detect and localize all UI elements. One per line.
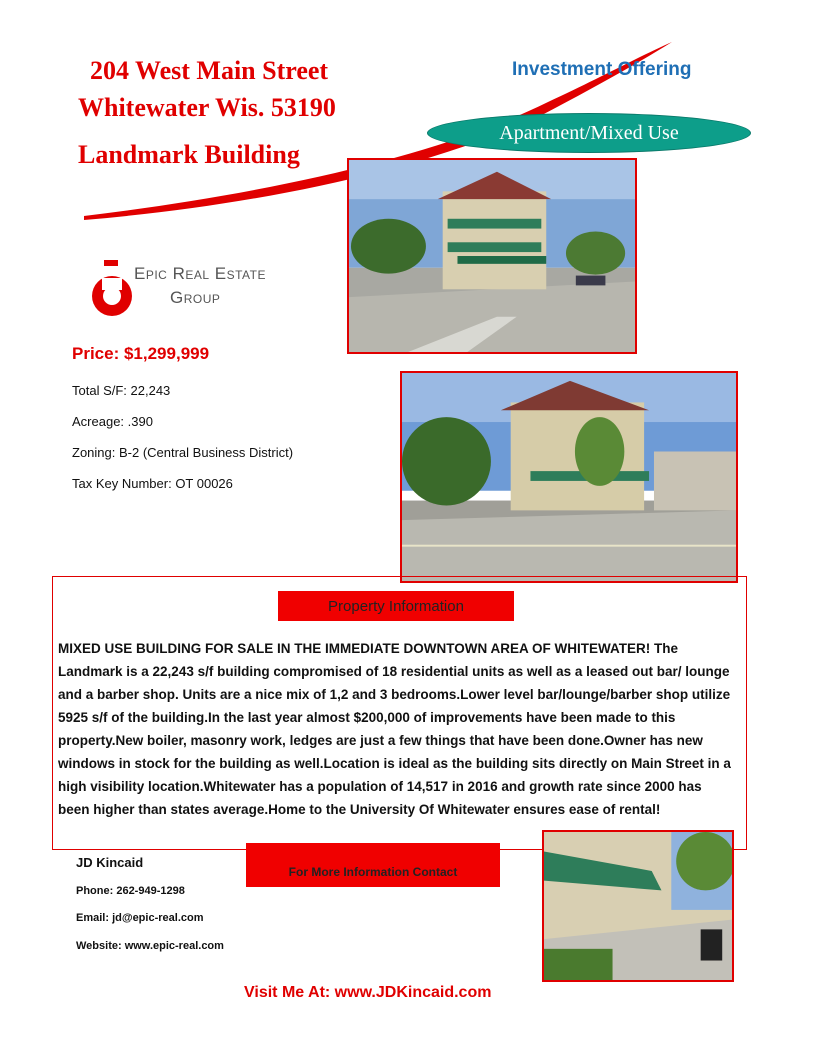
- logo-text-line2: Group: [170, 288, 221, 307]
- zoning-label: Zoning: B-2 (Central Business District): [72, 445, 294, 460]
- contact-heading: For More Information Contact: [288, 865, 458, 879]
- building-photo-corner: [347, 158, 637, 354]
- property-information-heading-bar: [278, 591, 514, 621]
- logo-text-line1: Epic Real Estate: [134, 264, 266, 283]
- property-address-line1: 204 West Main Street: [90, 56, 329, 85]
- visit-website-link[interactable]: Visit Me At: www.JDKincaid.com: [244, 984, 492, 1001]
- acreage-label: Acreage: .390: [72, 414, 153, 429]
- property-description: MIXED USE BUILDING FOR SALE IN THE IMMEDIATE DOWNTOWN AREA OF WHITEWATER! The Landmark is a 22,243 s/f building compromised of 18 residential units as well as a leased out bar/ lounge and a barber shop. Units are a nice mix of 1,2 and 3 bedrooms.Lower level bar/lounge/barber shop utilize 5925 s/f of the building.In the last year almost $200,000 of improvements have been made to this property.New boiler, masonry work, ledges are just a few things that have been done.Owner has new windows in stock for the building as well.Location is ideal as the building sits directly on Main Street in a high visibility location.Whitewater has a population of 14,517 in 2016 and growth rate since 2000 has been higher than states average.Home to the University Of Whitewater ensures ease of rental!: [58, 641, 731, 817]
- building-photo-street: [400, 371, 738, 583]
- building-name: Landmark Building: [78, 140, 300, 169]
- contact-phone: Phone: 262-949-1298: [76, 885, 185, 897]
- property-address-line2: Whitewater Wis. 53190: [78, 93, 336, 122]
- contact-email[interactable]: Email: jd@epic-real.com: [76, 912, 204, 924]
- total-sf-label: Total S/F: 22,243: [72, 383, 171, 398]
- contact-name: JD Kincaid: [76, 855, 144, 870]
- contact-heading-bar: [246, 843, 500, 887]
- category-badge: [427, 113, 751, 153]
- category-badge-label: Apartment/Mixed Use: [499, 121, 679, 144]
- contact-website[interactable]: Website: www.epic-real.com: [76, 940, 224, 952]
- investment-offering-label: Investment Offering: [512, 59, 692, 80]
- company-logo: [90, 258, 266, 324]
- epic-logo-icon: [90, 258, 134, 324]
- property-information-heading: Property Information: [328, 597, 464, 615]
- price-label: Price: $1,299,999: [72, 344, 210, 363]
- building-photo-sidewalk: [542, 830, 734, 982]
- tax-key-label: Tax Key Number: OT 00026: [72, 476, 233, 491]
